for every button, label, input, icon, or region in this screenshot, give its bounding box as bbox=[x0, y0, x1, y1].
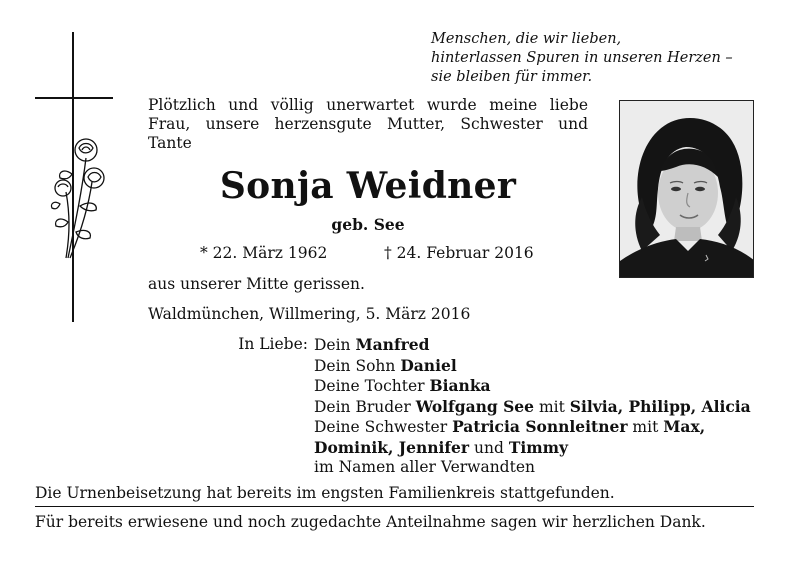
intro-line: Plötzlich und völlig unerwartet wurde meine liebe bbox=[148, 96, 588, 114]
maiden-name: geb. See bbox=[331, 215, 405, 234]
mourner-relation: mit bbox=[534, 397, 570, 416]
mourner-line bbox=[314, 356, 751, 377]
mourner-name: Silvia, Philipp, Alicia bbox=[569, 396, 751, 416]
memorial-quote bbox=[431, 30, 771, 87]
mourner-relation: Deine Tochter bbox=[314, 377, 430, 395]
portrait-image bbox=[620, 101, 754, 278]
intro-line: Tante bbox=[148, 134, 192, 152]
intro-text bbox=[148, 96, 588, 153]
mourner-name: Patricia Sonnleitner bbox=[452, 417, 628, 436]
mourner-relation: Dein Bruder bbox=[314, 397, 416, 416]
mourners-label: In Liebe: bbox=[238, 335, 308, 353]
mourner-relation: mit bbox=[627, 418, 664, 436]
mourners-list bbox=[314, 335, 751, 478]
mourner-name: Max, bbox=[663, 417, 706, 436]
mourner-name: Timmy bbox=[508, 437, 569, 457]
birth-date: * 22. März 1962 bbox=[200, 244, 328, 262]
mourner-relation: und bbox=[469, 438, 509, 457]
quote-line: hinterlassen Spuren in unseren Herzen – bbox=[431, 50, 733, 66]
deceased-name: Sonja Weidner bbox=[219, 165, 517, 207]
mourner-relation: Dein bbox=[314, 336, 356, 354]
death-date: † 24. Februar 2016 bbox=[384, 244, 534, 262]
mourner-line bbox=[314, 397, 751, 418]
mourner-name: Dominik, Jennifer bbox=[314, 437, 470, 457]
quote-line: sie bleiben für immer. bbox=[431, 69, 593, 85]
phrase-text: aus unserer Mitte gerissen. bbox=[148, 275, 365, 293]
mourner-line bbox=[314, 335, 751, 356]
mourner-line bbox=[314, 438, 751, 459]
mourner-line bbox=[314, 376, 751, 397]
cross-bar bbox=[35, 97, 113, 99]
intro-line: Frau, unsere herzensgute Mutter, Schwester und bbox=[148, 115, 588, 133]
mourner-name: Bianka bbox=[429, 376, 491, 395]
mourner-name: Manfred bbox=[355, 335, 430, 354]
quote-line: Menschen, die wir lieben, bbox=[431, 31, 622, 47]
mourner-name: Wolfgang See bbox=[415, 396, 535, 416]
mourner-relation: Dein Sohn bbox=[314, 356, 401, 375]
place-date: Waldmünchen, Willmering, 5. März 2016 bbox=[148, 305, 471, 323]
portrait-photo bbox=[619, 100, 754, 278]
urn-note: Die Urnenbeisetzung hat bereits im engsten Familienkreis stattgefunden. bbox=[35, 484, 615, 502]
divider bbox=[35, 506, 754, 507]
rose-icon bbox=[46, 130, 114, 260]
mourner-relation: Deine Schwester bbox=[314, 418, 453, 436]
mourner-line bbox=[314, 417, 751, 438]
mourner-name: Daniel bbox=[400, 355, 457, 375]
thanks-note: Für bereits erwiesene und noch zugedachte Anteilnahme sagen wir herzlichen Dank. bbox=[35, 513, 706, 531]
mourner-line bbox=[314, 458, 751, 478]
mourner-relation: im Namen aller Verwandten bbox=[314, 458, 535, 476]
